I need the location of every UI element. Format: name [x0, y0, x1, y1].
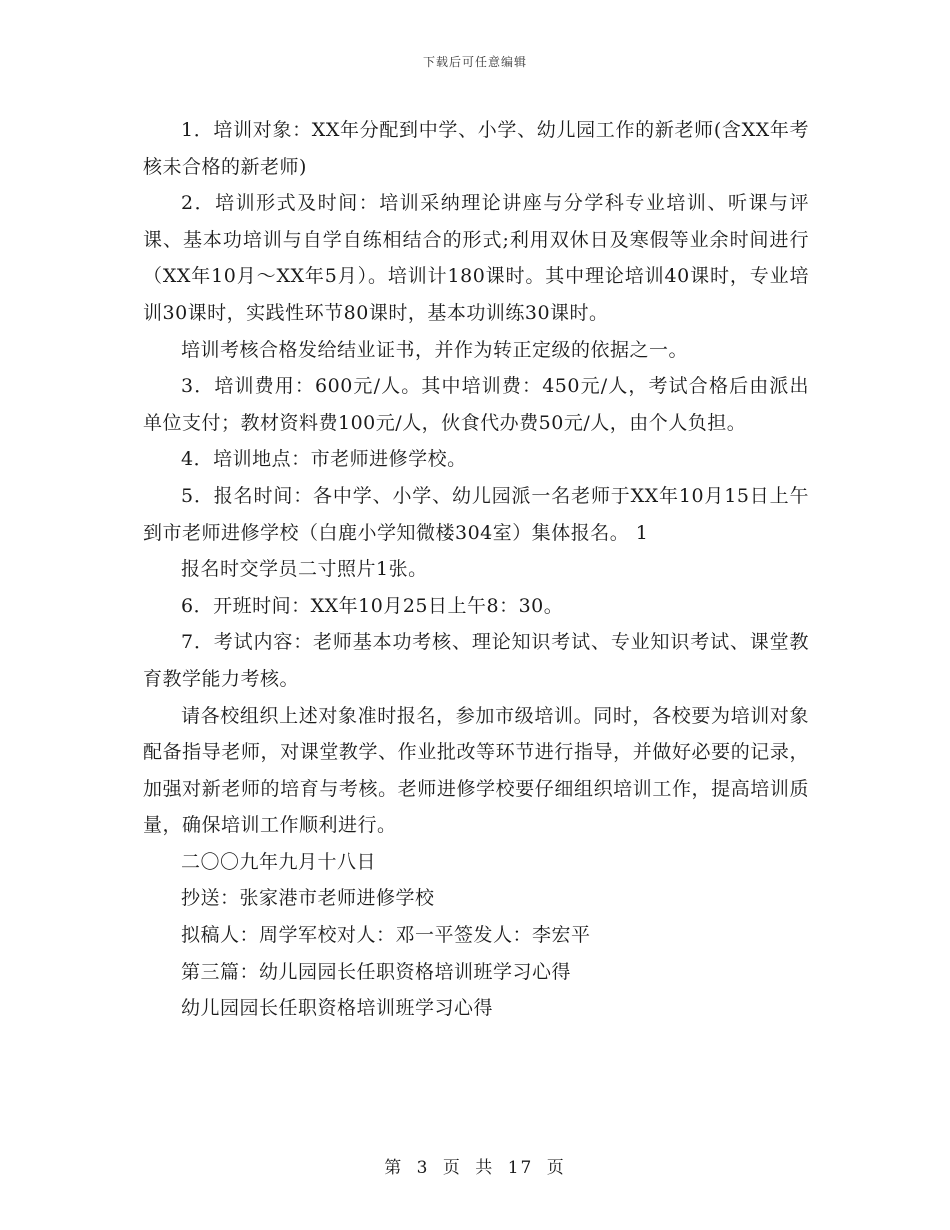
section-subtitle: 幼儿园园长任职资格培训班学习心得 [181, 997, 494, 1020]
paragraph-certificate: 培训考核合格发给结业证书，并作为转正定级的依据之一。 [181, 338, 689, 361]
paragraph-training-location: 4．培训地点：市老师进修学校。 [181, 448, 467, 471]
paragraph-start-time: 6．开班时间：XX年10月25日上午8：30。 [181, 594, 564, 617]
paragraph-training-target: 1．培训对象：XX年分配到中学、小学、幼儿园工作的新老师(含XX年考核未合格的新老师) [143, 119, 809, 178]
paragraph-date: 二〇〇九年九月十八日 [181, 850, 377, 873]
paragraph-copy-to: 抄送：张家港市老师进修学校 [181, 887, 435, 910]
page-header: 下载后可任意编辑 [422, 55, 527, 69]
paragraph-instructions: 请各校组织上述对象准时报名，参加市级培训。同时，各校要为培训对象配备指导老师，对课堂教学、作业批改等环节进行指导，并做好必要的记录，加强对新老师的培育与考核。老师进修学校要仔细组织培训工作，提高培训质量，确保培训工作顺利进行。 [143, 704, 809, 837]
section-heading: 第三篇：幼儿园园长任职资格培训班学习心得 [181, 960, 572, 983]
paragraph-training-format: 2．培训形式及时间：培训采纳理论讲座与分学科专业培训、听课与评课、基本功培训与自学自练相结合的形式;利用双休日及寒假等业余时间进行（XX年10月～XX年5月）。培训计180课时。其中理论培训40课时，专业培训30课时，实践性环节80课时，基本功训练30课时。 [143, 192, 809, 324]
paragraph-registration-time: 5．报名时间：各中学、小学、幼儿园派一名老师于XX年10月15日上午到市老师进修学校（白鹿小学知微楼304室）集体报名。 1 [143, 484, 809, 544]
page-number: 第 3 页 共 17 页 [384, 1158, 566, 1178]
paragraph-photo-requirement: 报名时交学员二寸照片1张。 [181, 558, 428, 581]
document-body [143, 112, 809, 1027]
paragraph-signatories: 拟稿人：周学军校对人：邓一平签发人：李宏平 [181, 924, 591, 947]
paragraph-exam-content: 7．考试内容：老师基本功考核、理论知识考试、专业知识考试、课堂教育教学能力考核。 [143, 631, 809, 690]
paragraph-training-fee: 3．培训费用：600元/人。其中培训费：450元/人，考试合格后由派出单位支付；教材资料费100元/人，伙食代办费50元/人，由个人负担。 [143, 375, 809, 434]
